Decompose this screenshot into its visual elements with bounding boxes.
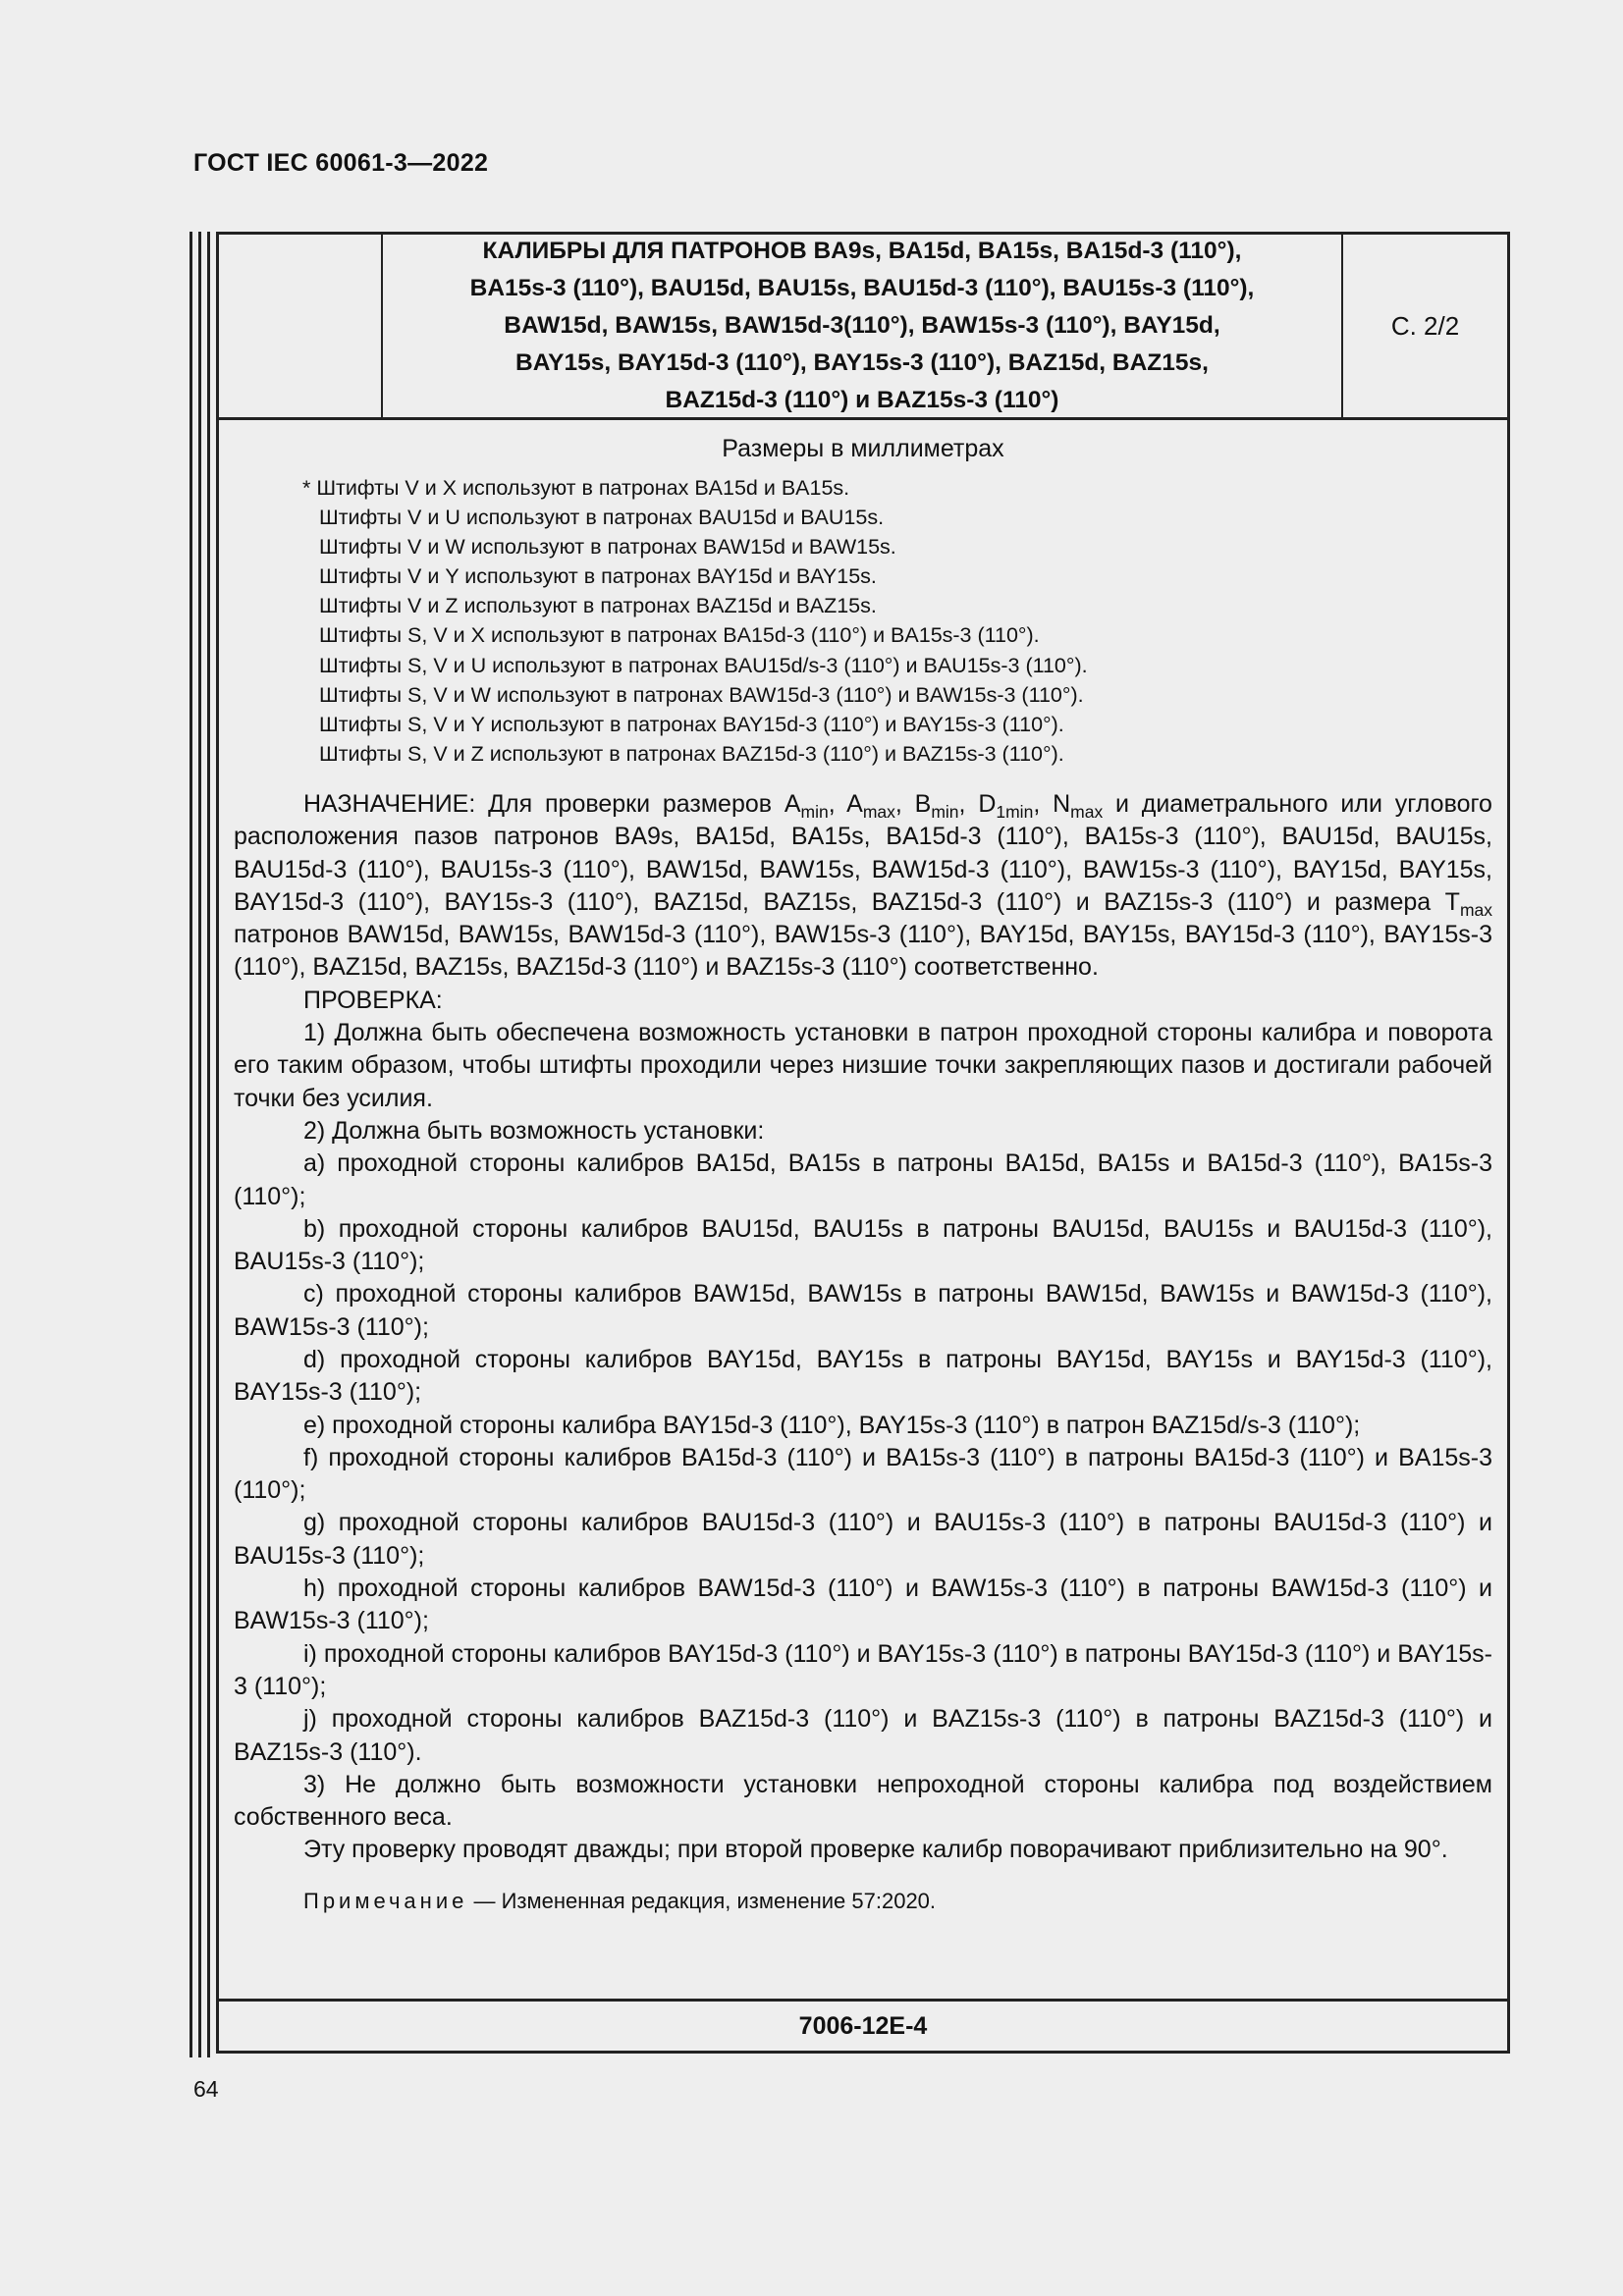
sheet-number: С. 2/2 (1390, 310, 1460, 341)
title-line: BAW15d, BAW15s, BAW15d-3(110°), BAW15s-3 (110°), BAY15d, (504, 312, 1220, 339)
note-text: — Измененная редакция, изменение 57:2020. (467, 1888, 937, 1913)
footnote: Штифты S, V и Y используют в патронах BAY15d-3 (110°) и BAY15s-3 (110°). (319, 712, 1064, 736)
paragraph: 2) Должна быть возможность установки: (303, 1116, 765, 1145)
footnote: Штифты V и U используют в патронах BAU15d и BAU15s. (319, 506, 885, 530)
footnote: Штифты V и W используют в патронах BAW15d и BAW15s. (319, 535, 896, 560)
footnote: * Штифты V и X используют в патронах BA15d и BA15s. (302, 476, 850, 500)
paragraph: f) проходной стороны калибров BA15d-3 (110°) и BA15s-3 (110°) в патроны BA15d-3 (110°) и BA15s-3 (110°); (234, 1443, 1492, 1505)
paragraph: i) проходной стороны калибров BAY15d-3 (110°) и BAY15s-3 (110°) в патроны BAY15d-3 (110°) и BAY15s-3 (110°); (234, 1639, 1492, 1700)
paragraph: h) проходной стороны калибров BAW15d-3 (110°) и BAW15s-3 (110°) в патроны BAW15d-3 (110°) и BAW15s-3 (110°); (234, 1575, 1492, 1635)
note (234, 1889, 1492, 1914)
paragraph: Эту проверку проводят дважды; при второй проверке калибр поворачивают приблизительно на 90°. (303, 1836, 1448, 1864)
footnote: Штифты S, V и Z используют в патронах BAZ15d-3 (110°) и BAZ15s-3 (110°). (319, 741, 1064, 766)
paragraph: g) проходной стороны калибров BAU15d-3 (110°) и BAU15s-3 (110°) в патроны BAU15d-3 (110°) и BAU15s-3 (110°); (234, 1509, 1492, 1570)
dimensions-note: Размеры в миллиметрах (722, 435, 1004, 462)
paragraph: d) проходной стороны калибров BAY15d, BAY15s в патроны BAY15d, BAY15s и BAY15d-3 (110°), BAY15s-3 (110°); (234, 1345, 1492, 1407)
title-line: BAZ15d-3 (110°) и BAZ15s-3 (110°) (665, 387, 1059, 413)
footnote: Штифты S, V и X используют в патронах BA15d-3 (110°) и BA15s-3 (110°). (319, 623, 1040, 648)
title-cell (383, 235, 1343, 417)
title-line: КАЛИБРЫ ДЛЯ ПАТРОНОВ BA9s, BA15d, BA15s, BA15d-3 (110°), (482, 238, 1242, 264)
sheet-code: 7006-12E-4 (219, 1999, 1507, 2051)
sheet-frame (216, 232, 1510, 2054)
footnote: Штифты S, V и U используют в патронах BAU15d/s-3 (110°) и BAU15s-3 (110°). (319, 653, 1088, 677)
footnotes (234, 473, 1492, 769)
page-number: 64 (193, 2076, 219, 2102)
standard-header: ГОСТ IEC 60061-3—2022 (193, 149, 489, 177)
title-left-cell (219, 235, 383, 417)
check-heading: ПРОВЕРКА: (303, 986, 443, 1014)
paragraph: j) проходной стороны калибров BAZ15d-3 (110°) и BAZ15s-3 (110°) в патроны BAZ15d-3 (110°) и BAZ15s-3 (110°). (234, 1705, 1492, 1766)
paragraph: b) проходной стороны калибров BAU15d, BAU15s в патроны BAU15d, BAU15s и BAU15d-3 (110°), BAU15s-3 (110°); (234, 1214, 1492, 1276)
paragraph: c) проходной стороны калибров BAW15d, BAW15s в патроны BAW15d, BAW15s и BAW15d-3 (110°), BAW15s-3 (110°); (234, 1280, 1492, 1341)
note-label: Примечание (303, 1888, 468, 1913)
paragraph: 3) Не должно быть возможности установки непроходной стороны калибра под воздействием собственного веса. (234, 1770, 1492, 1832)
paragraph: a) проходной стороны калибров BA15d, BA15s в патроны BA15d, BA15s и BA15d-3 (110°), BA15s-3 (110°); (234, 1149, 1492, 1210)
footnote: Штифты V и Y используют в патронах BAY15d и BAY15s. (319, 564, 877, 589)
title-line: BAY15s, BAY15d-3 (110°), BAY15s-3 (110°), BAZ15d, BAZ15s, (515, 349, 1209, 376)
paragraph: 1) Должна быть обеспечена возможность установки в патрон проходной стороны калибра и поворота его таким образом, чтобы штифты проходили через низшие точки закрепляющих пазов и достигали рабочей точки без усилия. (234, 1019, 1492, 1112)
paragraph: e) проходной стороны калибра BAY15d-3 (110°), BAY15s-3 (110°) в патрон BAZ15d/s-3 (110°); (303, 1411, 1361, 1439)
margin-bars (189, 232, 213, 2057)
footnote: Штифты S, V и W используют в патронах BAW15d-3 (110°) и BAW15s-3 (110°). (319, 682, 1084, 707)
title-line: BA15s-3 (110°), BAU15d, BAU15s, BAU15d-3 (110°), BAU15s-3 (110°), (469, 275, 1255, 301)
title-block (219, 235, 1507, 420)
purpose-paragraph: НАЗНАЧЕНИЕ: Для проверки размеров $A_{min}$, $A_{max}$, $B_{min}$, $D_{1min}$, $N_{max}$ и диаметрального или углового расположения пазов патронов BA9s, BA15d, BA15s, BA15d-3 (110°), BA15s-3 (110°), BAU15d, BAU15s, BAU15d-3 (110°), BAU15s-3 (110°), BAW15d, BAW15s, BAW15d-3 (110°), BAW15s-3 (110°), BAY15d, BAY15s, BAY15d-3 (110°), BAY15s-3 (110°), BAZ15d, BAZ15s, BAZ15d-3 (110°) и BAZ15s-3 (110°) и размера $T_{max}$ патронов BAW15d, BAW15s, BAW15d-3 (110°), BAW15s-3 (110°), BAY15d, BAY15s, BAY15d-3 (110°), BAY15s-3 (110°), BAZ15d, BAZ15s, BAZ15d-3 (110°) и BAZ15s-3 (110°) соответственно. (234, 789, 1492, 982)
footnote: Штифты V и Z используют в патронах BAZ15d и BAZ15s. (319, 594, 877, 618)
body (234, 435, 1492, 1914)
